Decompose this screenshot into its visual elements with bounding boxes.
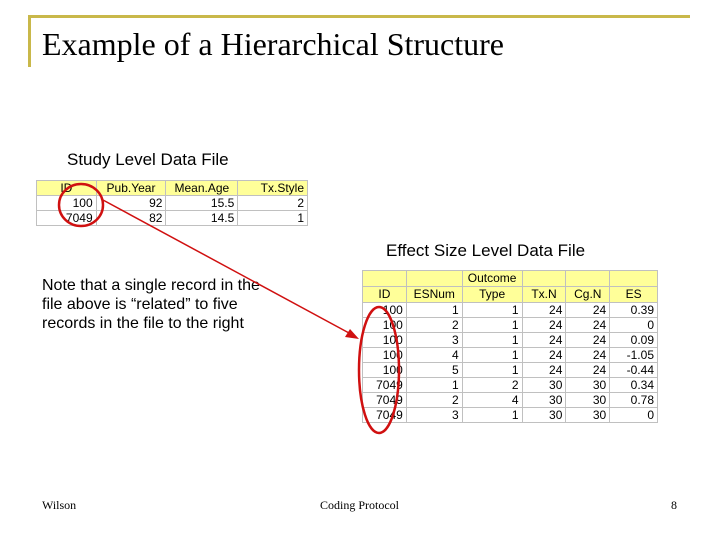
effect-cell: 30 [566, 378, 610, 393]
effect-cell: 30 [522, 408, 566, 423]
effect-cell: 2 [462, 378, 522, 393]
study-cell: 1 [238, 211, 308, 226]
effect-cell: 100 [363, 363, 407, 378]
study-cell: 2 [238, 196, 308, 211]
effect-id-circle [359, 307, 399, 433]
effect-cell: 1 [462, 348, 522, 363]
effect-cell: 0 [610, 318, 658, 333]
footer-title: Coding Protocol [320, 498, 400, 512]
effect-cell: 7049 [363, 408, 407, 423]
effect-cell: 3 [406, 408, 462, 423]
effect-cell: -0.44 [610, 363, 658, 378]
effect-cell: 5 [406, 363, 462, 378]
effect-cell: 24 [522, 333, 566, 348]
slide-title: Example of a Hierarchical Structure [42, 26, 504, 62]
study-cell: 14.5 [166, 211, 238, 226]
effect-cell: 30 [522, 378, 566, 393]
effect-cell: 7049 [363, 378, 407, 393]
effect-file-label: Effect Size Level Data File [386, 241, 586, 260]
study-cell: 92 [96, 196, 166, 211]
study-cell: 100 [37, 196, 97, 211]
relationship-note: Note that a single record in the file above is “related” to five records in the file to the right [42, 277, 260, 332]
effect-cell: 100 [363, 333, 407, 348]
effect-cell: 0 [610, 408, 658, 423]
effect-cell: 30 [522, 393, 566, 408]
effect-cell: 1 [462, 333, 522, 348]
effect-cell: 7049 [363, 393, 407, 408]
effect-cell: 100 [363, 303, 407, 318]
relation-arrow-head [345, 329, 359, 339]
study-cell: 7049 [37, 211, 97, 226]
effect-cell: 1 [462, 318, 522, 333]
effect-header-type: Type [462, 287, 522, 303]
effect-header-outcome: Outcome [462, 271, 522, 287]
study-header-pubyear: Pub.Year [96, 181, 166, 196]
effect-cell: 1 [462, 408, 522, 423]
effect-cell: 2 [406, 393, 462, 408]
effect-cell: 24 [566, 318, 610, 333]
effect-cell: 4 [406, 348, 462, 363]
effect-cell: 3 [406, 333, 462, 348]
effect-cell: 1 [462, 363, 522, 378]
effect-cell: 0.34 [610, 378, 658, 393]
effect-cell: 24 [522, 318, 566, 333]
study-header-id: ID [37, 181, 97, 196]
effect-cell: -1.05 [610, 348, 658, 363]
effect-header-esnum: ESNum [406, 287, 462, 303]
study-id-circle [59, 184, 103, 226]
effect-cell: 30 [566, 393, 610, 408]
effect-cell: 1 [406, 303, 462, 318]
effect-cell: 24 [566, 333, 610, 348]
effect-cell: 24 [566, 348, 610, 363]
footer-page-number: 8 [671, 498, 677, 512]
study-header-meanage: Mean.Age [166, 181, 238, 196]
study-cell: 15.5 [166, 196, 238, 211]
effect-cell: 0.39 [610, 303, 658, 318]
study-header-txstyle: Tx.Style [238, 181, 308, 196]
effect-cell: 24 [566, 303, 610, 318]
effect-cell: 2 [406, 318, 462, 333]
effect-cell: 100 [363, 318, 407, 333]
effect-cell: 24 [566, 363, 610, 378]
effect-cell: 0.09 [610, 333, 658, 348]
relation-arrow-line [103, 200, 349, 333]
effect-header-id: ID [363, 287, 407, 303]
effect-cell: 24 [522, 363, 566, 378]
effect-cell: 1 [462, 303, 522, 318]
effect-cell: 24 [522, 348, 566, 363]
effect-cell: 30 [566, 408, 610, 423]
effect-cell: 4 [462, 393, 522, 408]
effect-header-es: ES [610, 287, 658, 303]
effect-cell: 0.78 [610, 393, 658, 408]
footer-author: Wilson [42, 498, 77, 512]
effect-cell: 24 [522, 303, 566, 318]
effect-cell: 100 [363, 348, 407, 363]
study-cell: 82 [96, 211, 166, 226]
study-file-label: Study Level Data File [67, 150, 229, 169]
effect-header-txn: Tx.N [522, 287, 566, 303]
effect-header-cgn: Cg.N [566, 287, 610, 303]
effect-cell: 1 [406, 378, 462, 393]
